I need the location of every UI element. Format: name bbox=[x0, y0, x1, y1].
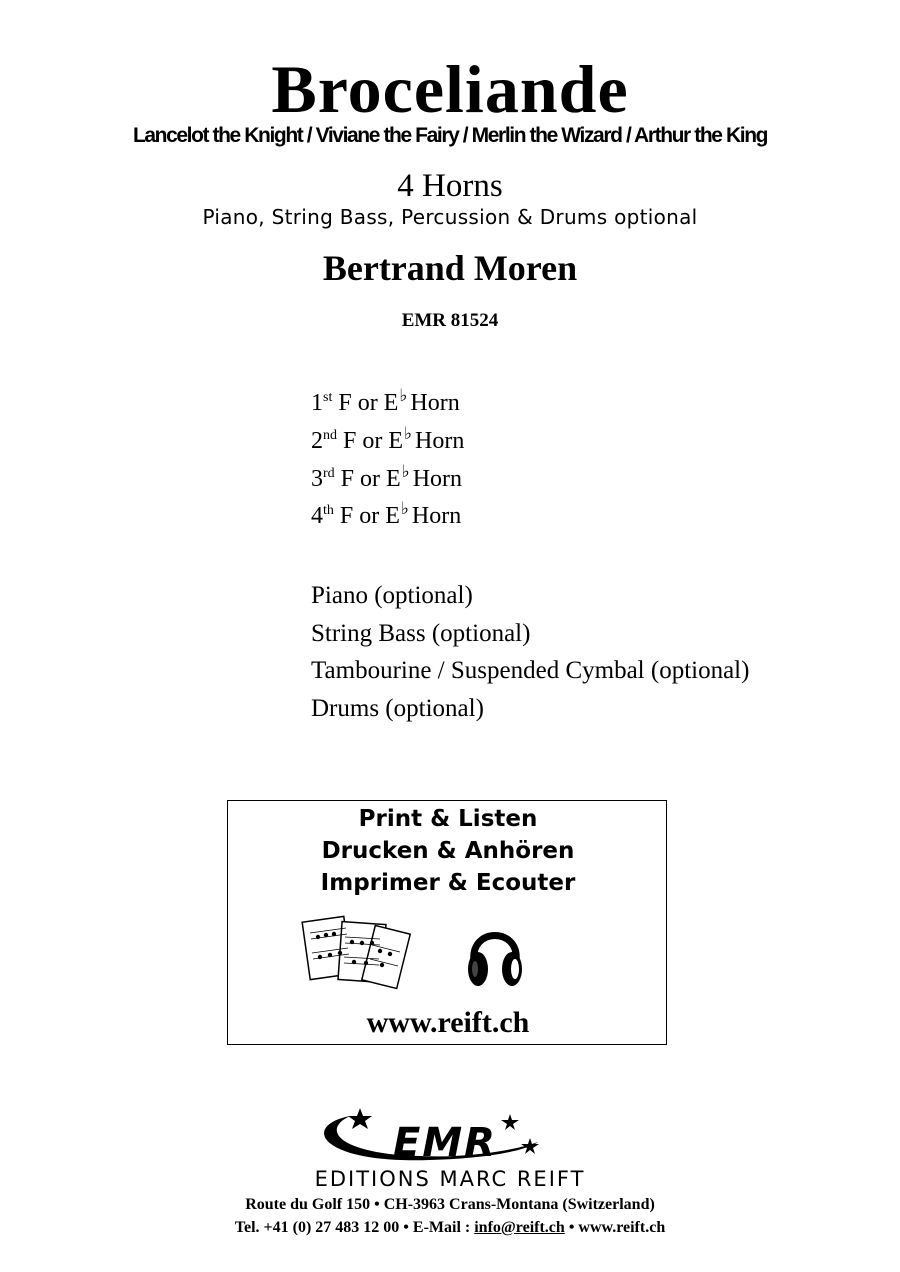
website-text[interactable]: • www.reift.ch bbox=[564, 1219, 666, 1236]
instrumentation: 4 Horns bbox=[397, 168, 503, 204]
optional-part-drums: Drums (optional) bbox=[311, 695, 484, 722]
part-horn-2: 2nd F or E♭ Horn bbox=[311, 424, 465, 454]
flat-sign: ♭ bbox=[400, 499, 409, 518]
promo-line-english: Print & Listen bbox=[358, 806, 538, 832]
part-horn-3: 3rd F or E♭ Horn bbox=[311, 462, 463, 492]
promo-line-french: Imprimer & Ecouter bbox=[320, 870, 576, 896]
promo-line-german: Drucken & Anhören bbox=[321, 838, 575, 864]
catalog-number: EMR 81524 bbox=[401, 310, 499, 331]
part-horn-4: 4th F or E♭ Horn bbox=[311, 499, 462, 529]
part-horn-1: 1st F or E♭ Horn bbox=[311, 386, 460, 416]
optional-part-string-bass: String Bass (optional) bbox=[311, 620, 531, 647]
movement-subtitle: Lancelot the Knight / Viviane the Fairy / Merlin the Wizard / Arthur the King bbox=[132, 124, 768, 147]
optional-instruments-line: Piano, String Bass, Percussion & Drums optional bbox=[202, 205, 698, 229]
emr-logo-text: EMR bbox=[393, 1120, 497, 1166]
email-link[interactable]: info@reift.ch bbox=[474, 1219, 565, 1236]
promo-url[interactable]: www.reift.ch bbox=[366, 1006, 530, 1039]
flat-sign: ♭ bbox=[404, 424, 413, 443]
optional-part-piano: Piano (optional) bbox=[311, 582, 473, 609]
print-listen-box bbox=[227, 800, 667, 1045]
publisher-name: EDITIONS MARC REIFT bbox=[314, 1167, 586, 1191]
publisher-contact bbox=[0, 1219, 900, 1237]
page-title: Broceliande bbox=[271, 51, 629, 127]
flat-sign: ♭ bbox=[401, 462, 410, 481]
phone-text: Tel. +41 (0) 27 483 12 00 • E-Mail : bbox=[234, 1219, 475, 1236]
publisher-address: Route du Golf 150 • CH-3963 Crans-Montana (Switzerland) bbox=[245, 1196, 655, 1213]
flat-sign: ♭ bbox=[399, 386, 408, 405]
sheet-music-icon bbox=[300, 909, 412, 995]
composer-name: Bertrand Moren bbox=[322, 248, 578, 288]
optional-part-percussion: Tambourine / Suspended Cymbal (optional) bbox=[311, 657, 750, 684]
headphones-icon bbox=[466, 913, 524, 991]
